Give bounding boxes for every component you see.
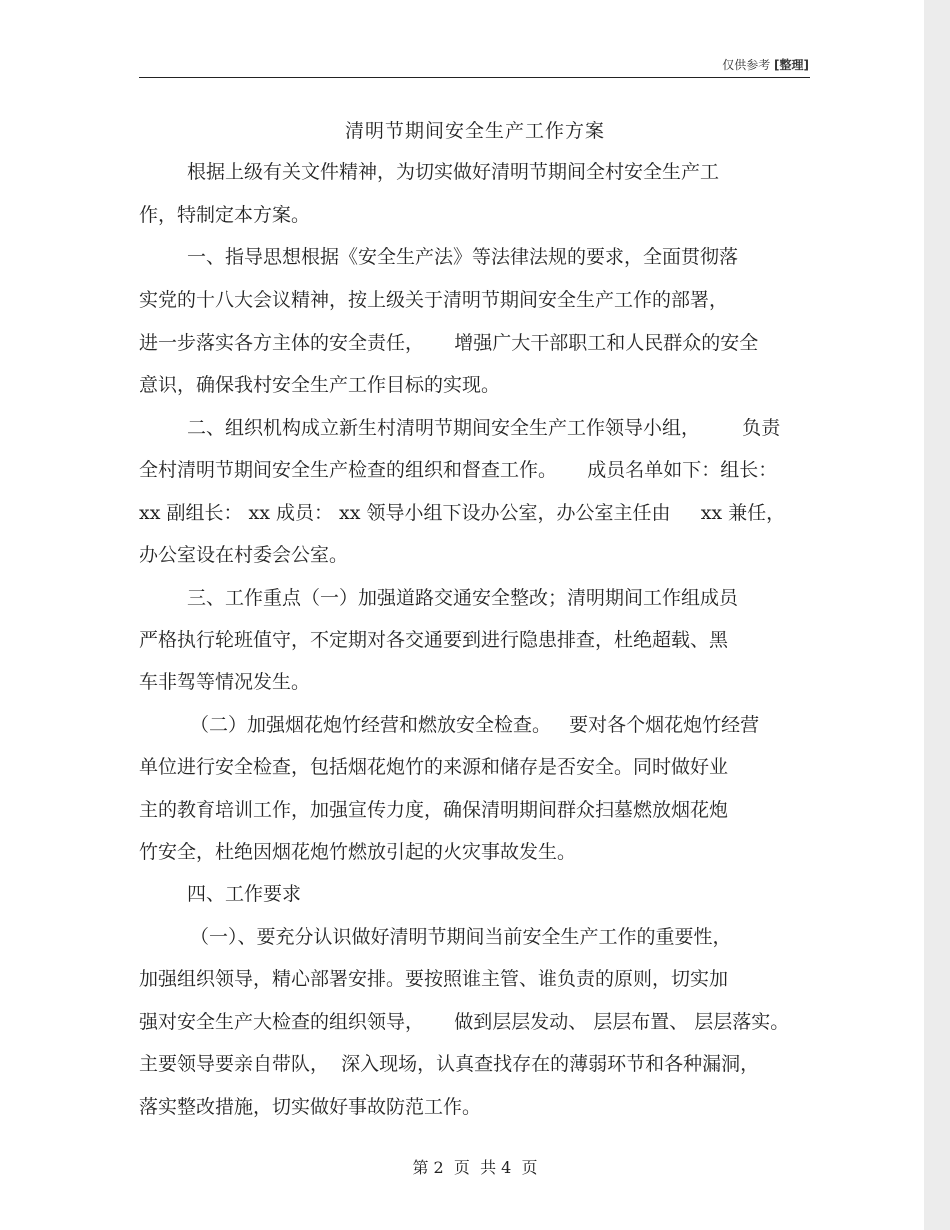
body-line: 进一步落实各方主体的安全责任， 增强广大干部职工和人民群众的安全	[139, 332, 759, 354]
body-line: 全村清明节期间安全生产检查的组织和督查工作。 成员名单如下：组长：	[139, 459, 778, 481]
body-line: 作，特制定本方案。	[139, 204, 311, 226]
body-line: 一、指导思想根据《安全生产法》等法律法规的要求，全面贯彻落	[187, 246, 739, 268]
header-note-tag: [整理]	[774, 58, 809, 72]
header-divider	[139, 77, 810, 78]
body-line: 落实整改措施，切实做好事故防范工作。	[139, 1096, 482, 1118]
body-line: 车非驾等情况发生。	[139, 671, 311, 693]
body-line: 主要领导要亲自带队， 深入现场，认真查找存在的薄弱环节和各种漏洞，	[139, 1053, 760, 1075]
body-line: 强对安全生产大检查的组织领导， 做到层层发动、 层层布置、 层层落实。	[139, 1011, 790, 1033]
body-line: 竹安全，杜绝因烟花炮竹燃放引起的火灾事故发生。	[139, 841, 577, 863]
body-line: 单位进行安全检查，包括烟花炮竹的来源和储存是否安全。同时做好业	[139, 756, 729, 778]
body-line: 三、工作重点（一）加强道路交通安全整改；清明期间工作组成员	[187, 587, 739, 609]
body-line: 意识，确保我村安全生产工作目标的实现。	[139, 374, 501, 396]
body-line: 办公室设在村委会公室。	[139, 544, 349, 566]
body-line: 严格执行轮班值守，不定期对各交通要到进行隐患排查，杜绝超载、黑	[139, 629, 729, 651]
body-line: 主的教育培训工作，加强宣传力度，确保清明期间群众扫墓燃放烟花炮	[139, 799, 729, 821]
body-line: 加强组织领导，精心部署安排。要按照谁主管、谁负责的原则，切实加	[139, 968, 729, 990]
page-number: 第 2 页 共 4 页	[412, 1158, 538, 1177]
body-line: 根据上级有关文件精神，为切实做好清明节期间全村安全生产工	[187, 161, 720, 183]
body-line: 二、组织机构成立新生村清明节期间安全生产工作领导小组， 负责	[187, 417, 781, 439]
document-title: 清明节期间安全生产工作方案	[344, 120, 605, 142]
header-note-prefix: 仅供参考	[722, 58, 775, 72]
body-line: 四、工作要求	[187, 883, 302, 905]
body-line: （二）加强烟花炮竹经营和燃放安全检查。 要对各个烟花炮竹经营	[190, 714, 760, 736]
viewer-margin	[924, 0, 950, 1230]
body-line: 实党的十八大会议精神，按上级关于清明节期间安全生产工作的部署，	[139, 289, 729, 311]
header-note	[722, 56, 809, 73]
body-line: （一）、要充分认识做好清明节期间当前安全生产工作的重要性，	[190, 926, 732, 948]
body-line: xx 副组长： xx 成员： xx 领导小组下设办公室，办公室主任由 xx 兼任，	[139, 502, 786, 524]
